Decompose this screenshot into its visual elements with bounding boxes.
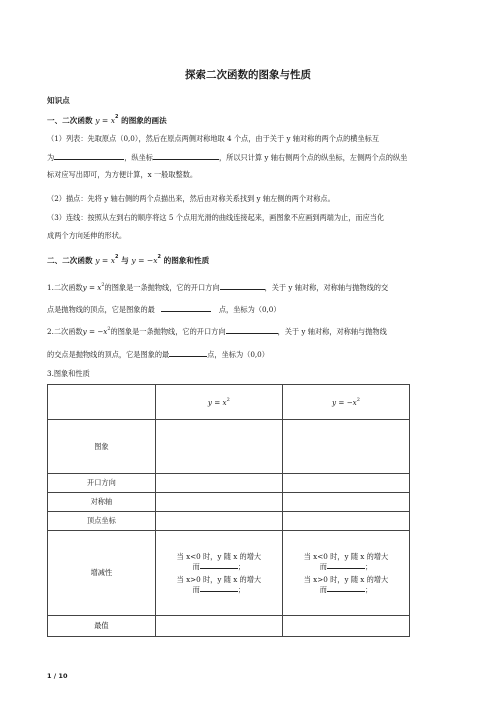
para-1-line-1: （1）列表：先取原点（0,0），然后在原点两侧对称地取 4 个点，由于关于 y 轴对称的两个点的横坐标互 — [47, 134, 380, 143]
item-1-b: 的图象是一条抛物线，它的开口方向 — [104, 283, 220, 292]
section-1-prefix: 一、二次函数 — [47, 116, 93, 125]
mono-1-l4a: 而 — [192, 585, 200, 594]
mono-1-l2b: ； — [237, 562, 246, 571]
mono-1-l4b: ； — [237, 585, 246, 594]
section-2-suffix: 的图象和性质 — [163, 256, 210, 265]
section-2-mid: 与 — [121, 256, 129, 265]
blank-open-direction-1[interactable] — [220, 282, 265, 290]
section-2-exponent-1: 2 — [114, 254, 119, 260]
item-3: 3.图象和性质 — [47, 369, 90, 378]
cell-open-direction-1[interactable] — [155, 474, 282, 493]
item-2-exponent: 2 — [107, 326, 111, 332]
mono-1-line-3: 当 x>0 时，y 随 x 的增大 — [176, 575, 262, 584]
cell-monotonicity-2 — [282, 531, 409, 616]
para-2: （2）描点：先将 y 轴右侧的两个点描出来，然后由对称关系找到 y 轴左侧的两个对称点。 — [47, 194, 335, 203]
blank-open-direction-2[interactable] — [226, 326, 278, 334]
section-2-formula-1: y = x — [95, 256, 115, 265]
table-row — [48, 493, 410, 512]
section-1-formula: y = x — [95, 116, 115, 125]
para-1-l2c: ，所以只计算 y 轴右侧两个点的纵坐标，左侧两个点的纵坐 — [218, 153, 408, 162]
section-1-suffix: 的图象的画法 — [121, 116, 167, 125]
item-2-formula: y = −x — [82, 327, 108, 336]
blank-mono-2b[interactable] — [327, 584, 365, 592]
header-formula-1: y = x — [207, 397, 227, 407]
para-1-l2b: ，纵坐标 — [124, 153, 153, 162]
mono-2-line-3: 当 x>0 时，y 随 x 的增大 — [303, 575, 389, 584]
row-label-vertex: 顶点坐标 — [48, 512, 156, 531]
item-2-b: 的图象是一条抛物线，它的开口方向 — [110, 327, 226, 336]
table-row — [48, 474, 410, 493]
para-3-line-1: （3）连线：按照从左到右的顺序将这 5 个点用光滑的曲线连接起来，画图象不应画到两端为止，而应当化 — [47, 213, 385, 222]
section-2-formula-2: y = −x — [131, 256, 158, 265]
item-2-a: 2.二次函数 — [47, 327, 83, 336]
blank-extreme-1[interactable] — [161, 304, 211, 312]
mono-2-line-4 — [283, 584, 409, 594]
cell-graph-1[interactable] — [155, 420, 282, 474]
table-header-y-eq-x2 — [155, 385, 282, 420]
cell-extreme-2[interactable] — [282, 616, 409, 637]
row-label-monotonicity: 增减性 — [48, 531, 156, 616]
mono-1-l2a: 而 — [192, 562, 200, 571]
cell-vertex-1[interactable] — [155, 512, 282, 531]
item-2-line-1 — [47, 326, 387, 336]
blank-mono-1a[interactable] — [200, 561, 238, 569]
page-number: 1 / 10 — [47, 672, 68, 680]
header-formula-2: y = −x — [331, 397, 357, 407]
mono-2-l4b: ； — [364, 585, 373, 594]
item-1-l2a: 点是抛物线的顶点，它是图象的最 — [47, 305, 155, 314]
item-2-l2a: 的交点是抛物线的顶点，它是图象的最 — [47, 350, 170, 359]
item-1-line-1 — [47, 282, 388, 292]
mono-2-l2a: 而 — [319, 562, 327, 571]
item-1-formula: y = x — [82, 283, 102, 292]
cell-extreme-1[interactable] — [155, 616, 282, 637]
table-header-row — [48, 385, 410, 420]
page-title: 探索二次函数的图象与性质 — [185, 69, 311, 81]
blank-abscissa[interactable] — [54, 152, 124, 160]
cell-axis-1[interactable] — [155, 493, 282, 512]
item-2-c: ，关于 y 轴对称，对称轴与抛物线 — [277, 327, 387, 336]
table-row — [48, 531, 410, 616]
mono-2-l2b: ； — [364, 562, 373, 571]
mono-2-line-2 — [283, 561, 409, 571]
blank-mono-2a[interactable] — [327, 561, 365, 569]
item-1-line-2 — [47, 304, 281, 314]
para-1-line-3: 标对应写出即可，为方便计算，x 一般取整数。 — [47, 170, 198, 179]
cell-open-direction-2[interactable] — [282, 474, 409, 493]
section-2-heading — [47, 255, 209, 266]
para-1-line-2 — [47, 152, 407, 162]
item-1-c: ，关于 y 轴对称，对称轴与抛物线的交 — [264, 283, 389, 292]
row-label-extreme: 最值 — [48, 616, 156, 637]
header-exponent-2: 2 — [356, 396, 360, 403]
knowledge-heading: 知识点 — [47, 96, 70, 105]
row-label-open-direction: 开口方向 — [48, 474, 156, 493]
table-row — [48, 420, 410, 474]
mono-1-line-1: 当 x<0 时，y 随 x 的增大 — [176, 552, 262, 561]
item-2-line-2 — [47, 349, 269, 359]
item-1-exponent: 2 — [101, 282, 105, 288]
mono-1-line-2 — [156, 561, 282, 571]
item-2-l2b: 点，坐标为（0,0） — [207, 350, 269, 359]
row-label-graph: 图象 — [48, 420, 156, 474]
row-label-axis: 对称轴 — [48, 493, 156, 512]
blank-mono-1b[interactable] — [200, 584, 238, 592]
mono-1-line-4 — [156, 584, 282, 594]
header-exponent-1: 2 — [226, 396, 230, 403]
item-1-a: 1.二次函数 — [47, 283, 83, 292]
cell-monotonicity-1 — [155, 531, 282, 616]
para-1-l2a: 为 — [47, 153, 55, 162]
cell-vertex-2[interactable] — [282, 512, 409, 531]
blank-extreme-2[interactable] — [169, 349, 207, 357]
para-3-line-2: 成两个方向延伸的形状。 — [47, 231, 127, 240]
section-2-prefix: 二、二次函数 — [47, 256, 93, 265]
section-2-exponent-2: 2 — [157, 254, 161, 260]
mono-2-line-1: 当 x<0 时，y 随 x 的增大 — [303, 552, 389, 561]
table-row — [48, 512, 410, 531]
section-1-exponent: 2 — [114, 114, 119, 120]
cell-graph-2[interactable] — [282, 420, 409, 474]
cell-axis-2[interactable] — [282, 493, 409, 512]
mono-2-l4a: 而 — [319, 585, 327, 594]
properties-table — [47, 384, 410, 637]
table-row — [48, 616, 410, 637]
section-1-heading — [47, 115, 167, 126]
table-header-y-eq-neg-x2 — [282, 385, 409, 420]
item-1-l2b: 点，坐标为（0,0） — [218, 305, 281, 314]
table-header-empty — [48, 385, 156, 420]
blank-ordinate[interactable] — [153, 152, 219, 160]
